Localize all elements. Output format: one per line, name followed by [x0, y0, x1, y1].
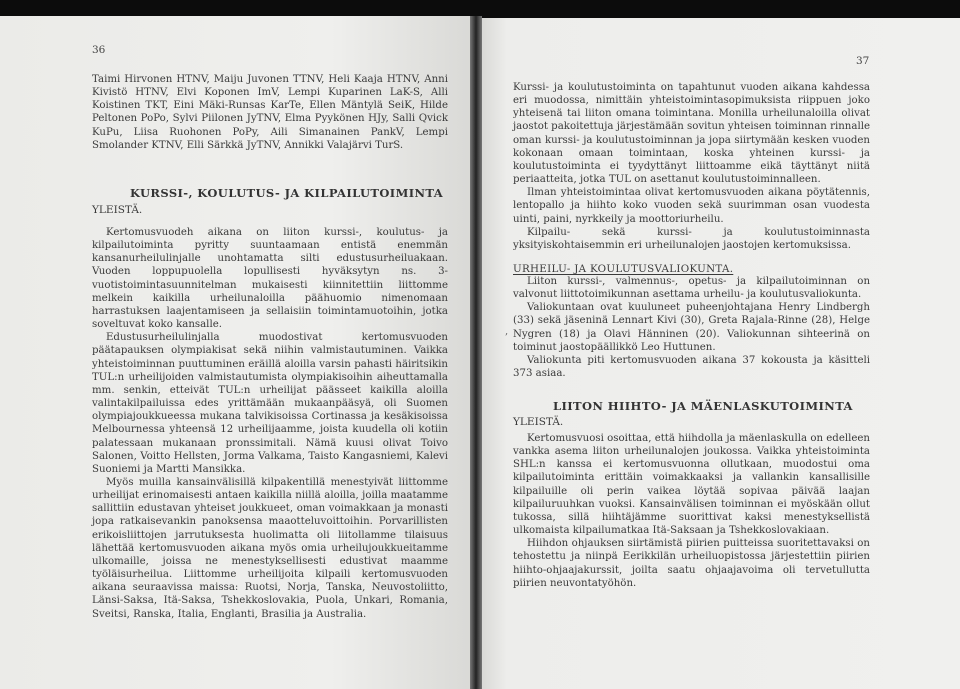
intro-paragraph	[92, 73, 448, 152]
heading-urheilu-valiokunta: URHEILU- JA KOULUTUSVALIOKUNTA.	[513, 263, 734, 275]
right-paragraph-8: Hiihdon ohjauksen siirtämistä piirien puitteissa suoritettavaksi on tehostettu ja niinpä Eerikkilän urheiluopistossa järjestettiin piirien hiihto-ohjaajakurssit, joilta saatu ohjaajavoima oli tervetullutta piirien neuvontatyöhön.	[513, 538, 870, 589]
right-body-top	[513, 81, 870, 252]
page-number-left: 36	[92, 44, 106, 56]
left-body	[92, 226, 448, 621]
left-paragraph-2: Edustusurheilulinjalla muodostivat kertomusvuoden päätapauksen olympiakisat sekä niihin valmistautuminen. Vaikka yhteistoiminnan puuttuminen eräillä aloilla varsin pahasti häiritsikin TUL:n urheilijoiden valmistautumista olympiakisoihin aiheuttamalla mm. senkin, etteivät TUL:n urheilijat päässeet kaikilla aloilla valintakilpailuissa edes yrittämään mukaanpääsyä, oli Suomen olympiajoukkueessa mukana talvikisoissa Cortinassa ja kesäkisoissa Melbournessa yhteensä 12 urheilijaamme, joista kuudella oli kotiin palatessaan mukanaan pronssimitali. Nämä kuusi olivat Toivo Salonen, Voitto Hellsten, Jorma Valkama, Taisto Kangasniemi, Kalevi Suoniemi ja Martti Mansikka.	[92, 332, 448, 475]
right-body-bottom	[513, 432, 870, 590]
margin-comma-mark: ,	[505, 326, 509, 337]
page-number-right: 37	[856, 55, 870, 67]
left-paragraph-1: Kertomusvuodeh aikana on liiton kurssi-, koulutus- ja kilpailutoiminta pyritty suuntaamaan entistä enemmän kansanurheilulinjalle unohtamatta silti edustusurheiluakaan. Vuoden loppupuolella lopullisesti hyväksytyn ns. 3-vuotistoimintasuunnitelman mukaisesti kiinnitettiin liittomme melkein kaikilla urheilunaloilla päähuomio nimenomaan harrastuksen laajentamiseen ja sellaisiin toimintamuotoihin, jotka soveltuvat koko kansalle.	[92, 227, 448, 331]
right-paragraph-7: Kertomusvuosi osoittaa, että hiihdolla ja mäenlaskulla on edelleen vankka asema liiton urheilunalojen joukossa. Vaikka yhteistoiminta SHL:n kanssa ei kertomusvuonna ollutkaan, muodostui oma kilpailutoiminta erittäin voimakkaaksi ja vallankin kansallisille kilpailuille oli perin vaikea löytää sopivaa päivää laajan kilpailuruuhkan vuoksi. Kansainvälisen toiminnan ei myöskään ollut tukossa, sillä hiihtäjämme suorittivat kaksi menestyksellistä ulkomaista kilpailumatkaa Itä-Saksaan ja Tshekkoslovakiaan.	[513, 433, 870, 537]
intro-text: Taimi Hirvonen HTNV, Maiju Juvonen TTNV, Heli Kaaja HTNV, Anni Kivistö HTNV, Elvi Koponen ImV, Lempi Kuparinen LaK-S, Alli Koistinen TKT, Eini Mäki-Runsas KarTe, Ellen Mäntylä SeiK, Hilde Peltonen PoPo, Sylvi Piilonen JyTNV, Elma Pyykönen HJy, Salli Qvick KuPu, Liisa Ruohonen PoPy, Aili Simanainen PankV, Lempi Smolander KTNV, Elli Särkkä JyTNV, Annikki Valajärvi TurS.	[92, 74, 448, 151]
section-heading-hiihto: LIITON HIIHTO- JA MÄENLASKUTOIMINTA	[553, 399, 853, 413]
right-paragraph-1: Kurssi- ja koulutustoiminta on tapahtunut vuoden aikana kahdessa eri muodossa, nimittäin yhteistoimintasopimuksista riippuen joko yhteisenä tai liiton omana toimintana. Monilla urheilunaloilla olivat jaostot pakoitettuja järjestämään sovitun yhteisen toiminnan rinnalle oman kurssi- ja koulutustoiminnan ja jopa siirtymään kesken vuoden kokonaan omaan toimintaan, koska yhteinen kurssi- ja koulutustoiminta ei tyydyttänyt liittoamme eikä täyttänyt niitä periaatteita, jotka TUL on asettanut koulutustoiminnalleen.	[513, 82, 870, 186]
right-paragraph-6: Valiokunta piti kertomusvuoden aikana 37 kokousta ja käsitteli 373 asiaa.	[513, 354, 870, 380]
right-paragraph-5: Valiokuntaan ovat kuuluneet puheenjohtajana Henry Lindbergh (33) sekä jäseninä Lennart Kivi (30), Greta Rajala-Rinne (28), Helge Nygren (18) ja Olavi Hänninen (20). Valiokunnan sihteerinä on toiminut jaostopäällikkö Leo Huttunen.	[513, 302, 870, 353]
right-body-mid	[513, 275, 870, 380]
section-sub-yleista: YLEISTÄ.	[92, 204, 143, 216]
left-paragraph-3: Myös muilla kansainvälisillä kilpakentillä menestyivät liittomme urheilijat erinomaisesti antaen kaikilla niillä aloilla, joilla maatamme sallittiin edustavan yhteiset joukkueet, oman voimakkaan ja monasti jopa ratkaisevankin panoksensa maaotteluvoittoihin. Porvarillisten erikoisliittojen jarrutuksesta huolimatta oli liitollamme tilaisuus lähettää kertomusvuoden aikana myös omia urheilujoukkueitamme ulkomaille, joissa ne menestyksellisesti edustivat maamme työläisurheilua. Liittomme urheilijoita kilpaili kertomusvuoden aikana seuraavissa maissa: Ruotsi, Norja, Tanska, Neuvostoliitto, Länsi-Saksa, Itä-Saksa, Tshekkoslovakia, Puola, Unkari, Romania, Sveitsi, Ranska, Italia, Englanti, Brasilia ja Australia.	[92, 476, 448, 620]
right-paragraph-4: Liiton kurssi-, valmennus-, opetus- ja kilpailutoiminnan on valvonut liittotoimikunnan asettama urheilu- ja koulutusvaliokunta.	[513, 276, 870, 301]
right-paragraph-3: Kilpailu- sekä kurssi- ja koulutustoiminnasta yksityiskohtaisemmin eri urheilunalojen jaostojen kertomuksissa.	[513, 226, 870, 251]
right-paragraph-2: Ilman yhteistoimintaa olivat kertomusvuoden aikana pöytätennis, lentopallo ja hiihto koko vuoden sekä suurimman osan vuodesta uinti, paini, nyrkkeily ja moottoriurheilu.	[513, 187, 870, 225]
book-gutter	[470, 16, 482, 689]
section-heading-kurssi: KURSSI-, KOULUTUS- JA KILPAILUTOIMINTA	[130, 186, 444, 200]
section-sub-yleista-hiihto: YLEISTÄ.	[513, 416, 564, 428]
